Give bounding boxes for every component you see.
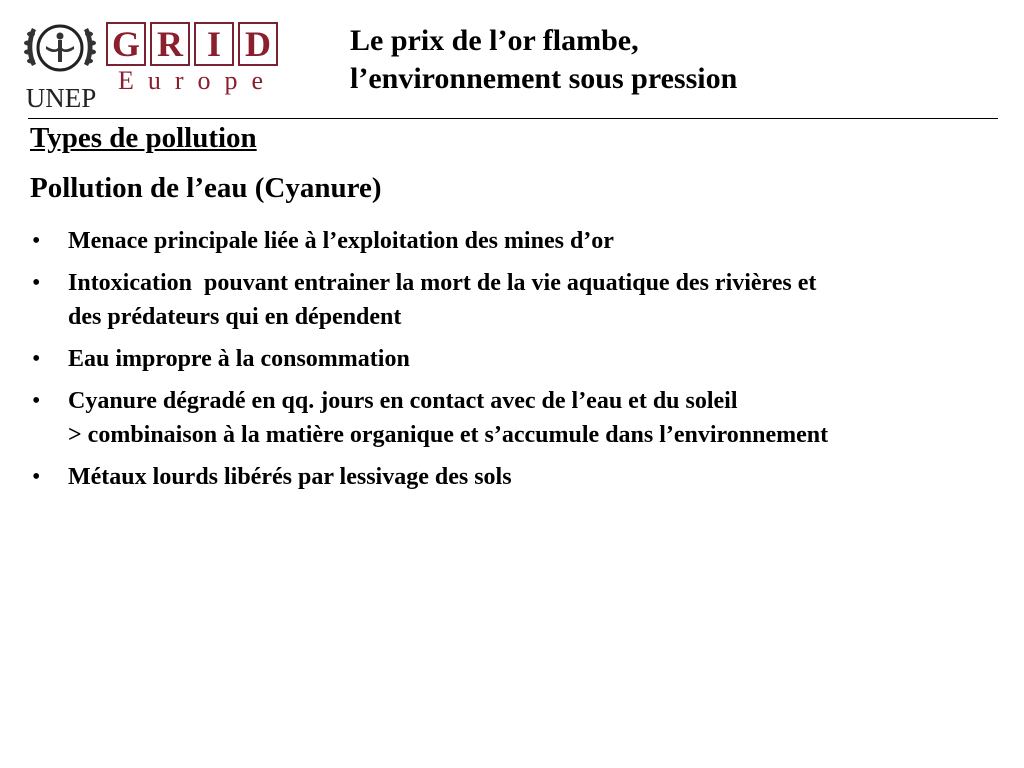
header-divider (28, 118, 998, 119)
bullet-list (30, 224, 990, 502)
grid-letter-g: G (106, 22, 146, 66)
unep-emblem-icon (22, 10, 98, 86)
grid-letter-r: R (150, 22, 190, 66)
unep-text: UNEP (25, 83, 97, 113)
section-title: Types de pollution (30, 122, 257, 154)
bullet-icon: • (32, 388, 41, 414)
bullet-line: Eau impropre à la consommation (68, 346, 410, 372)
bullet-icon: • (32, 464, 41, 490)
grid-letter-i: I (194, 22, 234, 66)
bullet-icon: • (32, 346, 41, 372)
header-title-line: Le prix de l’or flambe, (350, 24, 639, 57)
bullet-icon: • (32, 270, 41, 296)
bullet-text (68, 460, 512, 494)
bullet-text (68, 224, 614, 258)
bullet-item (30, 224, 990, 258)
bullet-item (30, 384, 990, 452)
bullet-item (30, 266, 990, 334)
bullet-text (68, 384, 828, 452)
slide-header-title (350, 22, 737, 98)
bullet-line: > combinaison à la matière organique et s’accumule dans l’environnement (68, 422, 829, 448)
bullet-item (30, 342, 990, 376)
unep-logo (20, 10, 102, 113)
section-subtitle: Pollution de l’eau (Cyanure) (30, 172, 382, 204)
bullet-line: Intoxication pouvant entrainer la mort de la vie aquatique des rivières et (68, 270, 817, 296)
header-title-line: l’environnement sous pression (350, 62, 738, 95)
grid-letter-d: D (238, 22, 278, 66)
bullet-text (68, 266, 816, 334)
bullet-item (30, 460, 990, 494)
bullet-text (68, 342, 410, 376)
grid-europe-text: Europe (118, 66, 278, 95)
bullet-line: Menace principale liée à l’exploitation des mines d’or (68, 228, 614, 254)
grid-logo (106, 22, 282, 68)
bullet-line: Métaux lourds libérés par lessivage des sols (68, 464, 512, 490)
bullet-line: des prédateurs qui en dépendent (68, 304, 402, 330)
bullet-icon: • (32, 228, 41, 254)
bullet-line: Cyanure dégradé en qq. jours en contact avec de l’eau et du soleil (68, 388, 738, 414)
